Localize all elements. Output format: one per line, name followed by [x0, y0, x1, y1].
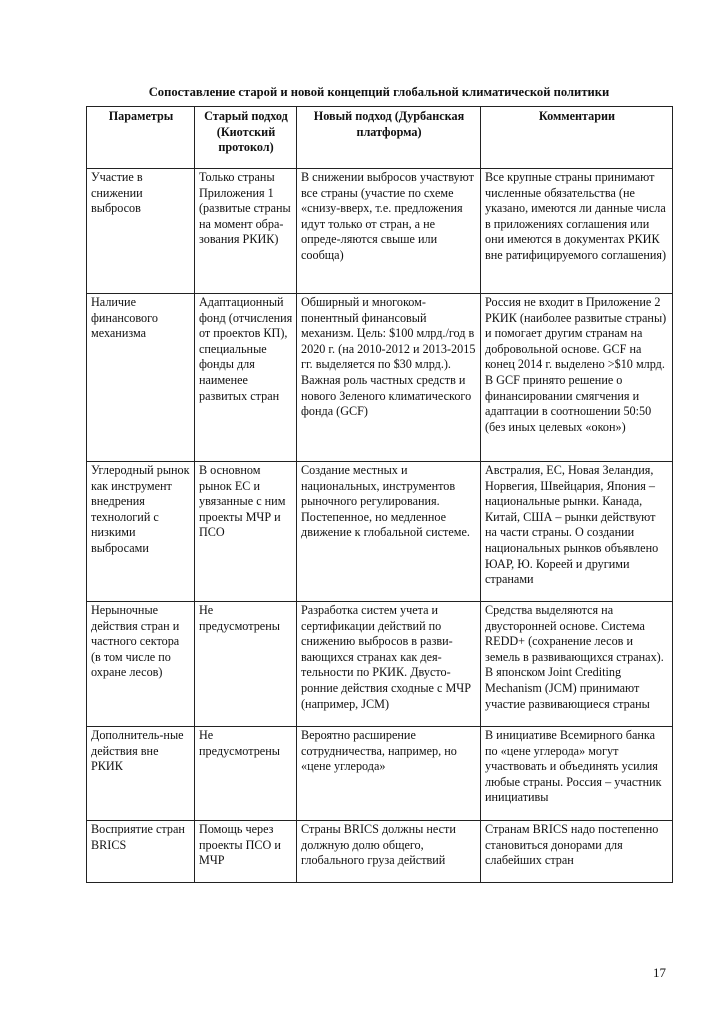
- header-comments: Комментарии: [481, 107, 673, 169]
- row-parameter: Восприятие стран BRICS: [87, 821, 195, 883]
- page-number: 17: [653, 965, 666, 980]
- row-parameter: Дополнитель-ные действия вне РКИК: [87, 727, 195, 821]
- header-new-approach: Новый подход (Дурбанская платформа): [297, 107, 481, 169]
- row-parameter: Углеродный рынок как инструмент внедрения технологий с низкими выбросами: [87, 462, 195, 602]
- row-old-approach: Помощь через проекты ПСО и МЧР: [195, 821, 297, 883]
- row-parameter: Нерыночные действия стран и частного сектора (в том числе по охране лесов): [87, 602, 195, 727]
- table-title: Сопоставление старой и новой концепций глобальной климатической политики: [148, 85, 610, 99]
- row-old-approach: В основном рынок ЕС и увязанные с ним проекты МЧР и ПСО: [195, 462, 297, 602]
- table-row: [87, 169, 673, 294]
- row-new-approach: Обширный и многоком-понентный финансовый механизм. Цель: $100 млрд./год в 2020 г. (на 2010-2012 и 2013-2015 гг. выделяется по $30 млрд.). Важная роль частных средств и нового Зеленого климатического фонда (GCF): [297, 294, 481, 462]
- table-row: [87, 821, 673, 883]
- table-row: [87, 462, 673, 602]
- row-new-approach: Страны BRICS должны нести должную долю общего, глобального груза действий: [297, 821, 481, 883]
- row-comment: Средства выделяются на двусторонней основе. Система REDD+ (сохранение лесов и земель в развивающихся странах). В японском Joint Crediting Mechanism (JCM) принимают участие развивающиеся страны: [481, 602, 673, 727]
- table-row: [87, 727, 673, 821]
- row-old-approach: Не предусмотрены: [195, 727, 297, 821]
- header-old-approach: Старый подход (Киотский протокол): [195, 107, 297, 169]
- row-new-approach: В снижении выбросов участвуют все страны (участие по схеме «снизу-вверх, т.е. предложения идут только от стран, а не опреде-ляются свыше или сообща): [297, 169, 481, 294]
- row-old-approach: Не предусмотрены: [195, 602, 297, 727]
- row-new-approach: Разработка систем учета и сертификации действий по снижению выбросов в разви-вающихся странах как дея-тельности по РКИК. Двусто-ронние действия сходные с МЧР (например, JCM): [297, 602, 481, 727]
- row-comment: Россия не входит в Приложение 2 РКИК (наиболее развитые страны) и помогает другим странам на добровольной основе. GCF на конец 2014 г. выделено >$10 млрд. В GCF принято решение о финансировании смягчения и адаптации в соотношении 50:50 (без иных целевых «окон»): [481, 294, 673, 462]
- row-comment: Странам BRICS надо постепенно становиться донорами для слабейших стран: [481, 821, 673, 883]
- row-parameter: Наличие финансового механизма: [87, 294, 195, 462]
- row-comment: Все крупные страны принимают численные обязательства (не указано, имеются ли данные числа в приложениях соглашения или они имеются в документах РКИК вне ратифицируемого соглашения): [481, 169, 673, 294]
- table-row: [87, 294, 673, 462]
- row-parameter: Участие в снижении выбросов: [87, 169, 195, 294]
- row-new-approach: Вероятно расширение сотрудничества, например, но «цене углерода»: [297, 727, 481, 821]
- header-parameters: Параметры: [87, 107, 195, 169]
- comparison-table: [86, 106, 673, 883]
- row-comment: Австралия, ЕС, Новая Зеландия, Норвегия, Швейцария, Япония – национальные рынки. Канада, Китай, США – рынки действуют на части страны. О создании национальных рынков объявлено ЮАР, Ю. Кореей и другими странами: [481, 462, 673, 602]
- row-old-approach: Адаптационный фонд (отчисления от проектов КП), специальные фонды для наименее развитых стран: [195, 294, 297, 462]
- table-row: [87, 602, 673, 727]
- row-new-approach: Создание местных и национальных, инструментов рыночного регулирования. Постепенное, но медленное движение к глобальной системе.: [297, 462, 481, 602]
- row-old-approach: Только страны Приложения 1 (развитые страны на момент обра-зования РКИК): [195, 169, 297, 294]
- table-header-row: [87, 107, 673, 169]
- row-comment: В инициативе Всемирного банка по «цене углерода» могут участвовать и объединять усилия любые страны. Россия – участник инициативы: [481, 727, 673, 821]
